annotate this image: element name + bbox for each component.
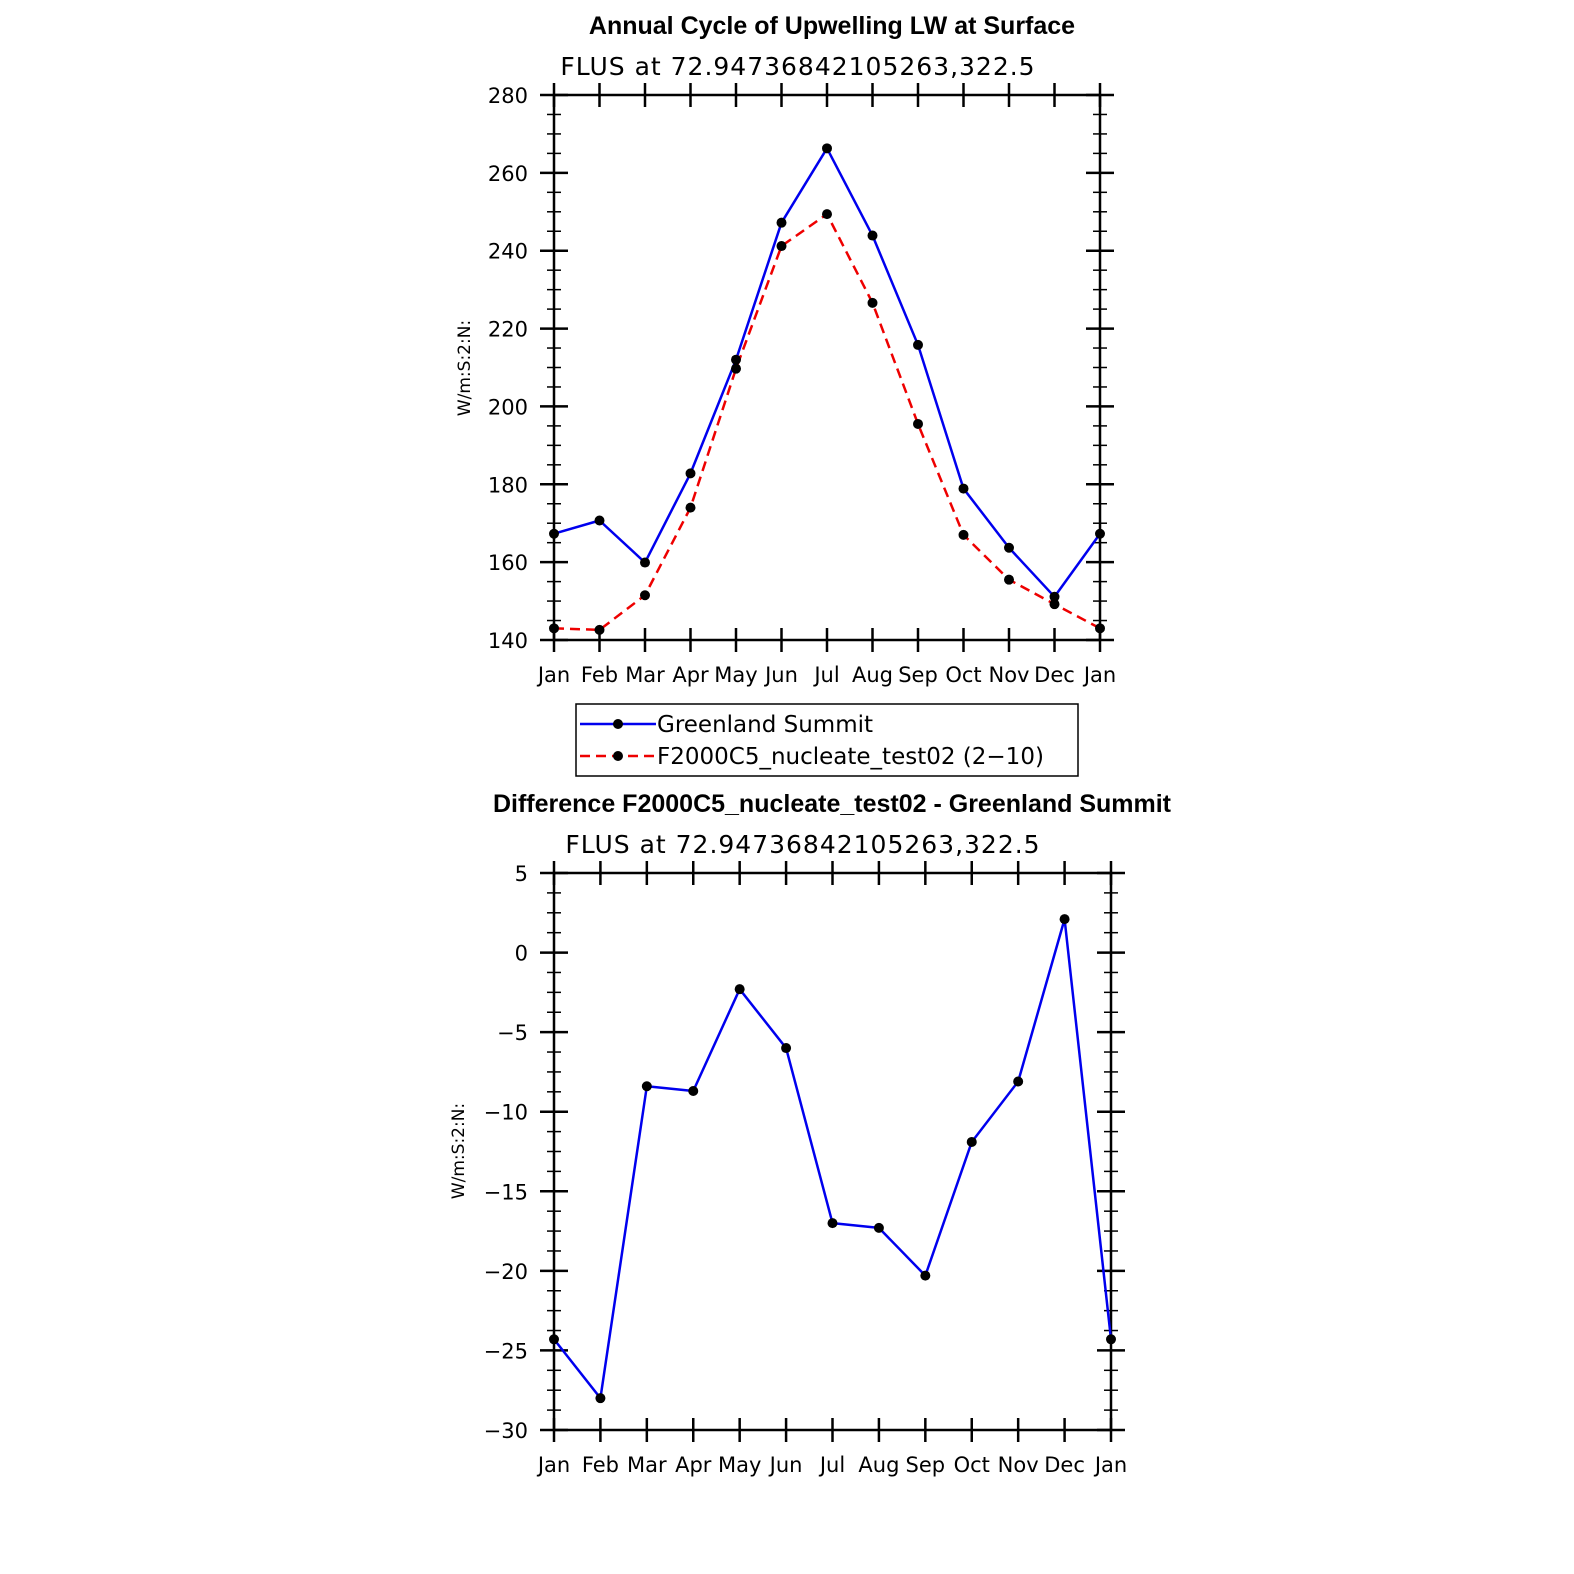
x-tick-label: May: [714, 663, 758, 687]
y-tick-label: 180: [487, 473, 528, 498]
data-point: [822, 209, 832, 219]
data-point: [967, 1137, 977, 1147]
data-point: [640, 558, 650, 568]
data-point: [735, 984, 745, 994]
y-tick-label: 160: [487, 551, 528, 576]
x-tick-label: Apr: [675, 1453, 712, 1477]
data-point: [595, 1393, 605, 1403]
data-point: [1004, 543, 1014, 553]
data-point: [959, 484, 969, 494]
x-tick-label: Sep: [898, 663, 938, 687]
plot-area: [484, 861, 1128, 1477]
x-tick-label: Aug: [851, 663, 894, 687]
x-tick-label: Sep: [905, 1453, 946, 1477]
data-point: [1060, 914, 1070, 924]
x-tick-label: Apr: [672, 663, 709, 687]
data-point: [913, 419, 923, 429]
x-tick-label: Jan: [537, 1453, 571, 1477]
x-tick-label: Feb: [581, 1453, 620, 1477]
data-point: [959, 530, 969, 540]
data-point: [640, 590, 650, 600]
data-point: [686, 503, 696, 513]
data-point: [731, 355, 741, 365]
data-point: [1095, 623, 1105, 633]
data-point: [549, 1334, 559, 1344]
chart-subtitle: FLUS at 72.94736842105263,322.5: [565, 830, 1041, 859]
x-tick-label: Jun: [765, 663, 798, 687]
y-tick-label: 0: [514, 941, 528, 966]
x-tick-label: Jul: [819, 1453, 846, 1477]
x-tick-label: Jan: [1083, 663, 1117, 687]
difference-chart: [449, 790, 1172, 1477]
x-tick-label: Mar: [625, 663, 665, 687]
y-tick-label: −10: [483, 1100, 528, 1125]
data-point: [642, 1081, 652, 1091]
data-point: [868, 231, 878, 241]
legend-marker: [613, 719, 623, 729]
chart-subtitle: FLUS at 72.94736842105263,322.5: [560, 52, 1036, 81]
x-tick-label: Dec: [1044, 1453, 1085, 1477]
y-tick-label: −15: [483, 1180, 528, 1205]
legend-label: Greenland Summit: [657, 712, 874, 738]
x-tick-label: Oct: [953, 1453, 990, 1477]
data-point: [822, 143, 832, 153]
legend: [576, 704, 1078, 776]
data-point: [913, 340, 923, 350]
x-tick-label: Feb: [580, 663, 619, 687]
data-point: [1095, 529, 1105, 539]
data-point: [1004, 575, 1014, 585]
y-tick-label: 5: [514, 862, 528, 886]
x-tick-label: Jun: [769, 1453, 803, 1477]
y-tick-label: 280: [487, 84, 528, 108]
x-tick-label: Nov: [997, 1453, 1039, 1477]
data-point: [688, 1086, 698, 1096]
y-tick-label: 140: [487, 629, 528, 653]
data-point: [595, 515, 605, 525]
plot-area: [488, 83, 1116, 687]
x-tick-label: Jan: [1094, 1453, 1128, 1477]
y-tick-label: 240: [487, 239, 528, 264]
data-point: [868, 298, 878, 308]
data-point: [777, 241, 787, 251]
data-point: [777, 218, 787, 228]
x-tick-label: Oct: [945, 663, 982, 687]
x-tick-label: Nov: [988, 663, 1030, 687]
annual-cycle-chart: [455, 12, 1116, 776]
series-line-1: [554, 214, 1100, 630]
legend-label: F2000C5_nucleate_test02 (2−10): [657, 744, 1044, 770]
y-tick-label: −30: [483, 1419, 528, 1443]
data-point: [1106, 1334, 1116, 1344]
y-tick-label: −5: [497, 1021, 528, 1046]
y-tick-label: 200: [487, 395, 528, 420]
x-tick-label: Jan: [537, 663, 571, 687]
data-point: [781, 1043, 791, 1053]
data-point: [731, 364, 741, 374]
y-tick-label: −25: [483, 1339, 528, 1364]
x-tick-label: May: [717, 1453, 762, 1477]
data-point: [595, 625, 605, 635]
y-tick-label: 260: [487, 161, 528, 186]
series-line-0: [554, 919, 1111, 1398]
data-point: [920, 1271, 930, 1281]
chart-title: Difference F2000C5_nucleate_test02 - Greenland Summit: [492, 790, 1172, 818]
x-tick-label: Aug: [858, 1453, 900, 1477]
data-point: [549, 529, 559, 539]
y-axis-label: W/m:S:2:N:: [455, 319, 475, 417]
data-point: [686, 468, 696, 478]
data-point: [1013, 1076, 1023, 1086]
data-point: [549, 623, 559, 633]
x-tick-label: Dec: [1034, 663, 1075, 687]
x-tick-label: Jul: [814, 663, 840, 687]
y-tick-label: −20: [483, 1259, 528, 1284]
y-tick-label: 220: [487, 317, 528, 342]
legend-marker: [613, 751, 623, 761]
x-tick-label: Mar: [627, 1453, 667, 1477]
y-axis-label: W/m:S:2:N:: [449, 1102, 469, 1200]
chart-title: Annual Cycle of Upwelling LW at Surface: [588, 12, 1076, 40]
data-point: [874, 1223, 884, 1233]
data-point: [1050, 599, 1060, 609]
data-point: [828, 1218, 838, 1228]
